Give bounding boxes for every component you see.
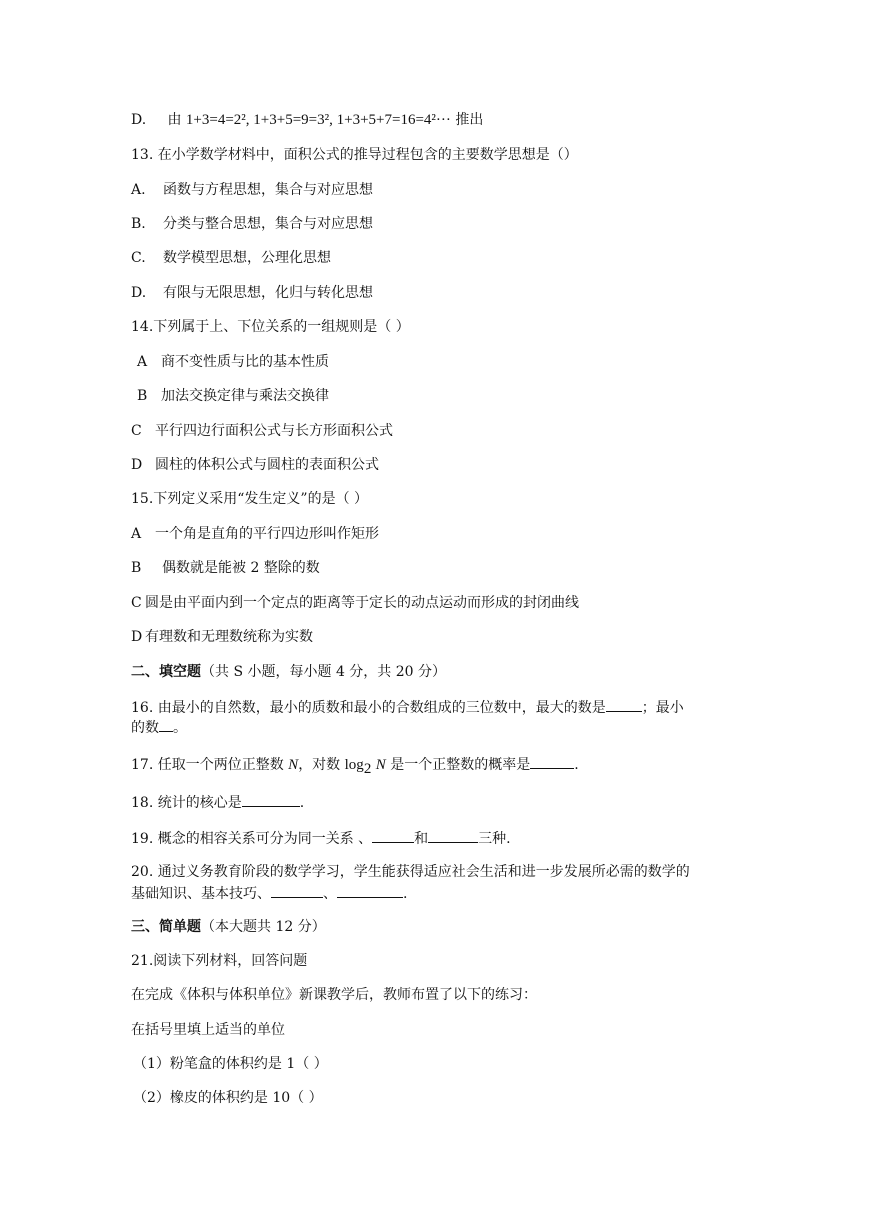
q18 bbox=[131, 792, 304, 813]
option-key: C bbox=[131, 595, 142, 611]
q17-text: 17. 任取一个两位正整数 bbox=[131, 757, 284, 773]
answer-blank[interactable] bbox=[242, 792, 300, 807]
q17-text: ，对数 bbox=[298, 757, 341, 773]
q14-option-a bbox=[137, 352, 329, 372]
q16-line2 bbox=[131, 717, 187, 738]
answer-blank[interactable] bbox=[606, 697, 642, 712]
q16-text: 16. 由最小的自然数，最小的质数和最小的合数组成的三位数中，最大的数是 bbox=[131, 700, 606, 716]
option-key: D bbox=[131, 629, 143, 645]
math-log: log bbox=[344, 757, 364, 773]
section-heading-short-answer bbox=[131, 917, 326, 937]
q14-stem: 14.下列属于上、下位关系的一组规则是（ ） bbox=[131, 319, 410, 335]
q18-text: . bbox=[299, 795, 305, 811]
q17-text: . bbox=[574, 757, 579, 773]
q18-text: 18. 统计的核心是 bbox=[131, 795, 242, 811]
option-key: A. bbox=[131, 182, 146, 198]
answer-blank[interactable] bbox=[271, 883, 323, 898]
q12-option-d bbox=[131, 110, 483, 130]
option-key: A bbox=[131, 526, 142, 542]
q14-option-d bbox=[131, 455, 379, 475]
option-text: 加法交换定律与乘法交换律 bbox=[161, 388, 329, 404]
option-key: D. bbox=[131, 285, 147, 301]
q21-item-1: （1）粉笔盒的体积约是 1（ ） bbox=[133, 1056, 328, 1072]
q21-stem: 21.阅读下列材料，回答问题 bbox=[131, 953, 308, 969]
answer-blank[interactable] bbox=[428, 828, 478, 843]
option-text: 分类与整合思想，集合与对应思想 bbox=[163, 216, 373, 232]
q15-option-a bbox=[131, 524, 379, 544]
q19 bbox=[131, 828, 511, 849]
q21-intro: 在完成《体积与体积单位》新课教学后，教师布置了以下的练习： bbox=[131, 987, 537, 1003]
option-text: 有理数和无理数统称为实数 bbox=[145, 629, 313, 645]
q13-option-c bbox=[131, 248, 331, 268]
q15-stem: 15.下列定义采用“发生定义”的是（ ） bbox=[131, 491, 369, 507]
answer-blank[interactable] bbox=[159, 717, 173, 732]
q20-text: 基础知识、基本技巧、 bbox=[131, 886, 271, 902]
q16-text: ；最小 bbox=[641, 700, 684, 716]
option-key: C. bbox=[131, 250, 146, 266]
q20-line1: 20. 通过义务教育阶段的数学学习，学生能获得适应社会生活和进一步发展所必需的数学的 bbox=[131, 864, 690, 880]
q16-text: 。 bbox=[173, 720, 187, 736]
q14-option-b bbox=[137, 386, 329, 406]
q16-line1 bbox=[131, 697, 684, 718]
section-heading-fill-in bbox=[131, 662, 446, 682]
option-text: 函数与方程思想，集合与对应思想 bbox=[163, 182, 373, 198]
q15-option-b bbox=[131, 558, 320, 578]
q21-item-2: （2）橡皮的体积约是 10（ ） bbox=[133, 1090, 323, 1106]
q13-option-d bbox=[131, 283, 373, 303]
q21-instruction: 在括号里填上适当的单位 bbox=[131, 1022, 285, 1038]
math-var-n: N bbox=[375, 757, 386, 773]
q13-option-b bbox=[131, 214, 373, 234]
q20-line2 bbox=[131, 883, 407, 904]
option-text: 圆柱的体积公式与圆柱的表面积公式 bbox=[155, 457, 379, 473]
q13-option-a bbox=[131, 180, 373, 200]
q19-text: 19. 概念的相容关系可分为同一关系 、 bbox=[131, 831, 373, 847]
option-key: B. bbox=[131, 216, 146, 232]
option-prefix: 由 bbox=[167, 112, 182, 128]
q17 bbox=[131, 754, 579, 779]
answer-blank[interactable] bbox=[530, 754, 574, 769]
section-note: （共 S 小题，每小题 4 分，共 20 分） bbox=[201, 664, 447, 680]
answer-blank[interactable] bbox=[372, 828, 414, 843]
option-text: 圆是由平面内到一个定点的距离等于定长的动点运动而形成的封闭曲线 bbox=[145, 595, 579, 611]
math-log-base: 2 bbox=[363, 760, 372, 777]
q19-text: 三种. bbox=[478, 831, 511, 847]
option-key: D bbox=[131, 457, 143, 473]
option-text: 商不变性质与比的基本性质 bbox=[161, 354, 329, 370]
option-key: B bbox=[131, 560, 142, 576]
q15-option-c bbox=[131, 593, 579, 613]
q15-option-d bbox=[131, 627, 313, 647]
option-text: 一个角是直角的平行四边形叫作矩形 bbox=[155, 526, 379, 542]
q16-text: 的数 bbox=[131, 720, 159, 736]
option-text: 偶数就是能被 2 整除的数 bbox=[162, 560, 320, 576]
answer-blank[interactable] bbox=[337, 883, 403, 898]
q13-stem: 13. 在小学数学材料中，面积公式的推导过程包含的主要数学思想是（） bbox=[131, 147, 578, 163]
math-var-n: N bbox=[288, 757, 299, 773]
option-key: D. bbox=[131, 112, 147, 128]
option-key: B bbox=[137, 388, 148, 404]
section-note: （本大题共 12 分） bbox=[201, 919, 326, 935]
q17-text: 是一个正整数的概率是 bbox=[390, 757, 531, 773]
option-key: C bbox=[131, 423, 142, 439]
option-text: 有限与无限思想，化归与转化思想 bbox=[163, 285, 373, 301]
section-title: 三、简单题 bbox=[131, 919, 201, 935]
option-text: 数学模型思想，公理化思想 bbox=[163, 250, 331, 266]
q20-text: 、 bbox=[323, 886, 337, 902]
q19-text: 和 bbox=[414, 831, 429, 847]
option-text: 平行四边行面积公式与长方形面积公式 bbox=[155, 423, 393, 439]
q14-option-c bbox=[131, 421, 393, 441]
option-suffix: 推出 bbox=[455, 112, 484, 128]
math-expression: 1+3=4=2², 1+3+5=9=3², 1+3+5+7=16=4²··· bbox=[185, 112, 451, 128]
q20-text: . bbox=[403, 886, 408, 902]
section-title: 二、填空题 bbox=[131, 664, 201, 680]
option-key: A bbox=[137, 354, 148, 370]
